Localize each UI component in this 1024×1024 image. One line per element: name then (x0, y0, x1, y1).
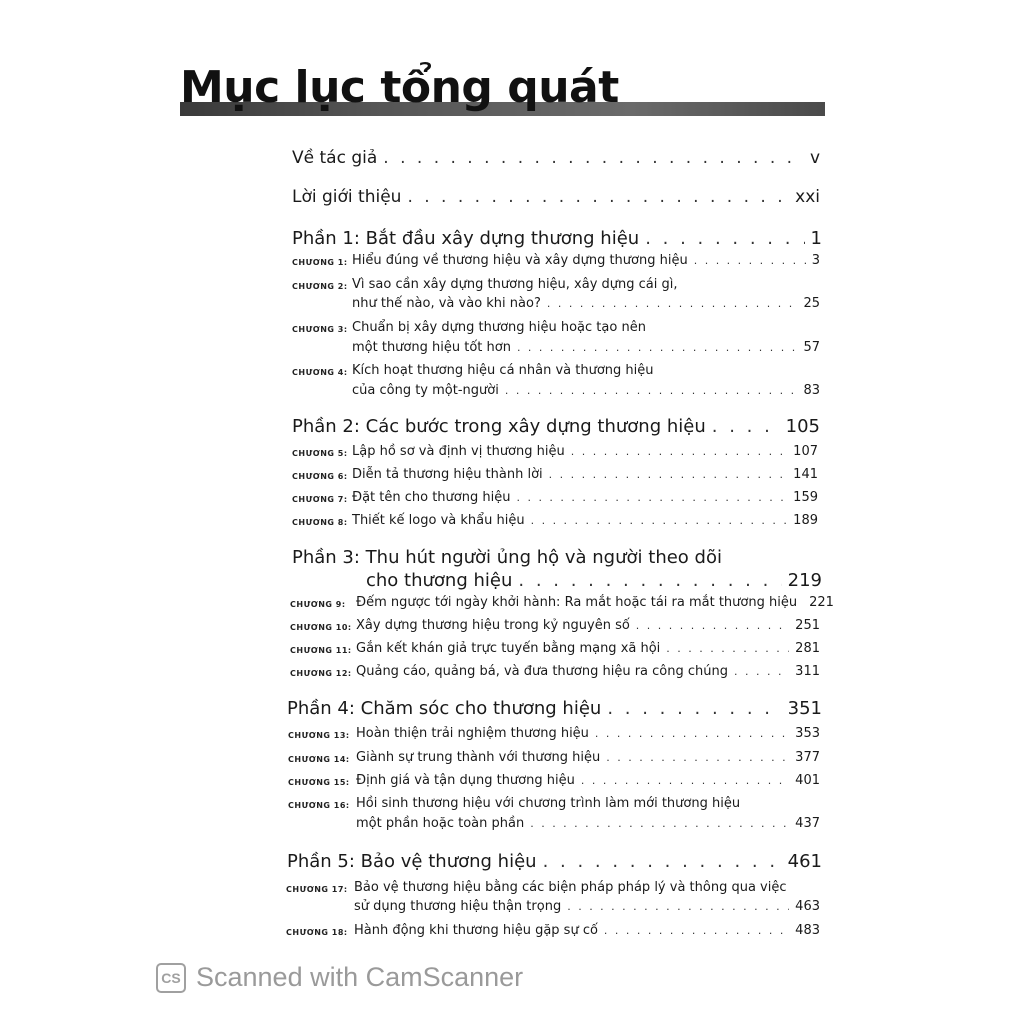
dot-leader (606, 751, 789, 764)
chapter-entry-1-1-title: Hiểu đúng về thương hiệu và xây dựng thương hiệu (352, 253, 688, 268)
chapter-entry-3-4 (356, 664, 820, 679)
part-4-heading (287, 698, 822, 719)
part-1-heading-title: Phần 1: Bắt đầu xây dựng thương hiệu (292, 228, 640, 249)
part-4-heading-page-number: 351 (787, 698, 822, 719)
chapter-entry-4-2-page-number: 377 (795, 750, 820, 765)
camscanner-logo-icon: CS (156, 963, 186, 993)
chapter-entry-3-1 (356, 595, 834, 610)
chapter-label: CHƯƠNG 5: (292, 449, 348, 458)
chapter-entry-2-3 (352, 490, 818, 505)
dot-leader (530, 817, 789, 830)
chapter-title-line1: Bảo vệ thương hiệu bằng các biện pháp pháp lý và thông qua việc (354, 880, 787, 895)
dot-leader (607, 698, 781, 719)
chapter-entry-1-4 (352, 383, 820, 398)
dot-leader (407, 187, 789, 207)
chapter-entry-1-2 (352, 296, 820, 311)
chapter-entry-4-1 (356, 726, 820, 741)
chapter-label: CHƯƠNG 2: (292, 282, 348, 291)
chapter-entry-2-2-page-number: 141 (793, 467, 818, 482)
chapter-title-line1: Kích hoạt thương hiệu cá nhân và thương hiệu (352, 363, 654, 378)
part-5-heading-title: Phần 5: Bảo vệ thương hiệu (287, 851, 537, 872)
chapter-entry-2-1-page-number: 107 (793, 444, 818, 459)
part-3-heading-page-number: 219 (787, 570, 822, 591)
chapter-entry-4-1-title: Hoàn thiện trải nghiệm thương hiệu (356, 726, 589, 741)
dot-leader (571, 445, 787, 458)
dot-leader (595, 727, 789, 740)
front-entry-1-title: Về tác giả (292, 148, 378, 168)
chapter-entry-4-3 (356, 773, 820, 788)
chapter-entry-4-4-title: một phần hoặc toàn phần (356, 816, 525, 831)
chapter-entry-2-4-title: Thiết kế logo và khẩu hiệu (352, 513, 525, 528)
chapter-label: CHƯƠNG 9: (290, 600, 346, 609)
chapter-entry-3-1-title: Đếm ngược tới ngày khởi hành: Ra mắt hoặc tái ra mắt thương hiệu (356, 595, 798, 610)
part-2-heading (292, 416, 820, 437)
chapter-entry-5-2 (354, 923, 820, 938)
dot-leader (518, 570, 781, 591)
chapter-label: CHƯƠNG 4: (292, 368, 348, 377)
chapter-entry-5-1 (354, 899, 820, 914)
chapter-entry-2-2-title: Diễn tả thương hiệu thành lời (352, 467, 543, 482)
front-entry-2-page-number: xxi (795, 187, 820, 207)
chapter-entry-1-1 (352, 253, 820, 268)
part-2-heading-title: Phần 2: Các bước trong xây dựng thương hiệu (292, 416, 706, 437)
part-3-title-line1: Phần 3: Thu hút người ủng hộ và người theo dõi (292, 547, 722, 568)
part-3-heading-title: cho thương hiệu (366, 570, 513, 591)
chapter-label: CHƯƠNG 18: (286, 928, 348, 937)
dot-leader (531, 514, 788, 527)
dot-leader (734, 665, 789, 678)
chapter-entry-3-3-page-number: 281 (795, 641, 820, 656)
dot-leader (666, 642, 789, 655)
page-title: Mục lục tổng quát (180, 62, 619, 113)
dot-leader (517, 341, 798, 354)
dot-leader (516, 491, 787, 504)
chapter-entry-2-2 (352, 467, 818, 482)
chapter-entry-4-4 (356, 816, 820, 831)
chapter-entry-1-1-page-number: 3 (811, 253, 820, 268)
chapter-entry-1-3-title: một thương hiệu tốt hơn (352, 340, 511, 355)
chapter-label: CHƯƠNG 13: (288, 731, 350, 740)
chapter-entry-2-4 (352, 513, 818, 528)
chapter-entry-3-3-title: Gắn kết khán giả trực tuyến bằng mạng xã hội (356, 641, 661, 656)
chapter-entry-2-1-title: Lập hồ sơ và định vị thương hiệu (352, 444, 565, 459)
chapter-entry-4-3-page-number: 401 (795, 773, 820, 788)
chapter-label: CHƯƠNG 6: (292, 472, 348, 481)
title-block (180, 62, 830, 124)
chapter-entry-4-2 (356, 750, 820, 765)
chapter-label: CHƯƠNG 11: (290, 646, 352, 655)
dot-leader (549, 468, 788, 481)
dot-leader (505, 384, 798, 397)
chapter-entry-1-4-page-number: 83 (803, 383, 820, 398)
part-3-heading (366, 570, 822, 591)
chapter-label: CHƯƠNG 7: (292, 495, 348, 504)
chapter-label: CHƯƠNG 17: (286, 885, 348, 894)
front-entry-2-title: Lời giới thiệu (292, 187, 402, 207)
chapter-title-line1: Hồi sinh thương hiệu với chương trình làm mới thương hiệu (356, 796, 741, 811)
chapter-entry-2-3-page-number: 159 (793, 490, 818, 505)
part-2-heading-page-number: 105 (785, 416, 820, 437)
dot-leader (712, 416, 780, 437)
chapter-entry-3-2-title: Xây dựng thương hiệu trong kỷ nguyên số (356, 618, 630, 633)
chapter-entry-4-4-page-number: 437 (795, 816, 820, 831)
part-1-heading-page-number: 1 (810, 228, 822, 249)
chapter-label: CHƯƠNG 16: (288, 801, 350, 810)
chapter-label: CHƯƠNG 15: (288, 778, 350, 787)
chapter-entry-3-2 (356, 618, 820, 633)
chapter-entry-1-2-title: như thế nào, và vào khi nào? (352, 296, 541, 311)
chapter-entry-2-3-title: Đặt tên cho thương hiệu (352, 490, 511, 505)
dot-leader (636, 619, 789, 632)
part-1-heading (292, 228, 822, 249)
dot-leader (567, 900, 789, 913)
front-entry-2 (292, 187, 820, 207)
dot-leader (694, 254, 806, 267)
chapter-title-line1: Chuẩn bị xây dựng thương hiệu hoặc tạo nên (352, 320, 646, 335)
chapter-label: CHƯƠNG 3: (292, 325, 348, 334)
part-5-heading-page-number: 461 (787, 851, 822, 872)
chapter-entry-5-1-title: sử dụng thương hiệu thận trọng (354, 899, 562, 914)
chapter-entry-3-3 (356, 641, 820, 656)
chapter-entry-5-2-page-number: 483 (795, 923, 820, 938)
chapter-entry-3-4-title: Quảng cáo, quảng bá, và đưa thương hiệu ra công chúng (356, 664, 728, 679)
chapter-entry-5-2-title: Hành động khi thương hiệu gặp sự cố (354, 923, 598, 938)
front-entry-1 (292, 148, 820, 168)
chapter-entry-1-3 (352, 340, 820, 355)
chapter-entry-3-4-page-number: 311 (795, 664, 820, 679)
part-4-heading-title: Phần 4: Chăm sóc cho thương hiệu (287, 698, 602, 719)
dot-leader (581, 774, 789, 787)
chapter-entry-1-3-page-number: 57 (803, 340, 820, 355)
chapter-label: CHƯƠNG 10: (290, 623, 352, 632)
chapter-entry-4-2-title: Giành sự trung thành với thương hiệu (356, 750, 601, 765)
chapter-entry-3-1-page-number: 221 (809, 595, 834, 610)
dot-leader (547, 297, 798, 310)
dot-leader (645, 228, 804, 249)
chapter-label: CHƯƠNG 14: (288, 755, 350, 764)
chapter-entry-3-2-page-number: 251 (795, 618, 820, 633)
front-entry-1-page-number: v (809, 148, 820, 168)
camscanner-watermark (156, 962, 523, 993)
chapter-entry-2-1 (352, 444, 818, 459)
chapter-entry-1-2-page-number: 25 (803, 296, 820, 311)
chapter-label: CHƯƠNG 12: (290, 669, 352, 678)
chapter-entry-5-1-page-number: 463 (795, 899, 820, 914)
watermark-text: Scanned with CamScanner (196, 962, 524, 992)
chapter-entry-2-4-page-number: 189 (793, 513, 818, 528)
chapter-entry-4-3-title: Định giá và tận dụng thương hiệu (356, 773, 575, 788)
dot-leader (543, 851, 782, 872)
chapter-label: CHƯƠNG 1: (292, 258, 348, 267)
dot-leader (604, 924, 789, 937)
chapter-entry-4-1-page-number: 353 (795, 726, 820, 741)
chapter-entry-1-4-title: của công ty một-người (352, 383, 499, 398)
dot-leader (383, 148, 804, 168)
chapter-label: CHƯƠNG 8: (292, 518, 348, 527)
chapter-title-line1: Vì sao cần xây dựng thương hiệu, xây dựng cái gì, (352, 277, 678, 292)
part-5-heading (287, 851, 822, 872)
